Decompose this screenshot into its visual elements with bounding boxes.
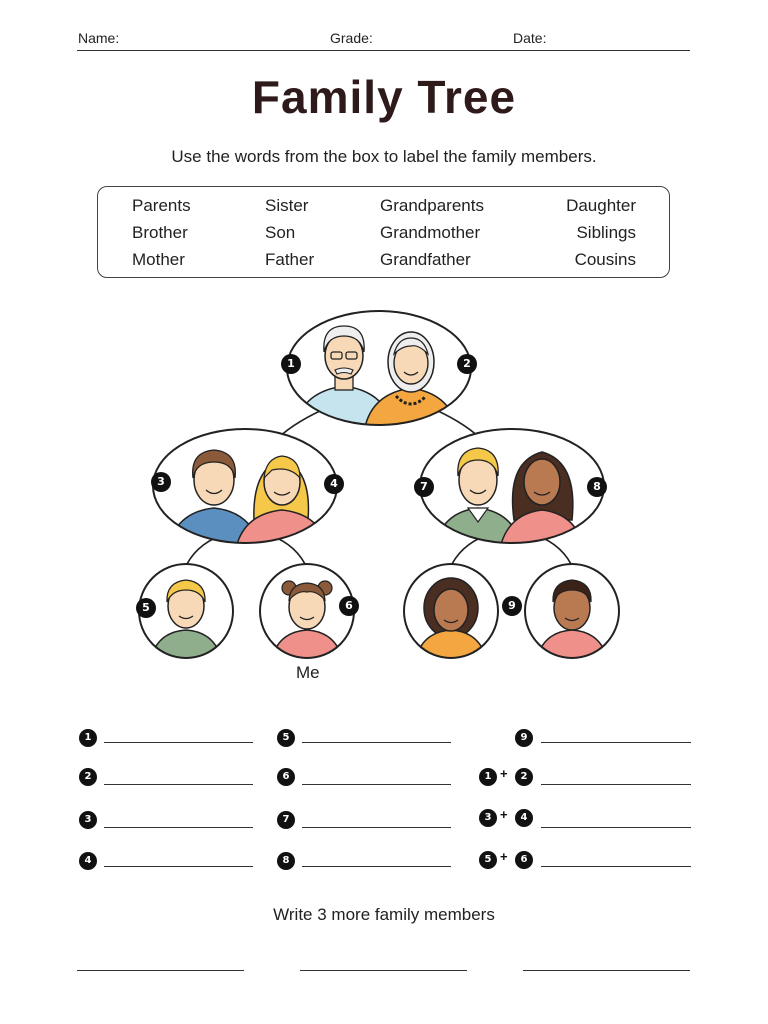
answer-line-3[interactable] [104,827,253,828]
tree-badge-9: 9 [502,596,522,616]
answer-badge-5-pair: 5 [479,851,497,869]
name-label: Name: [78,30,120,46]
answer-line-1[interactable] [104,742,253,743]
answer-line-3-4[interactable] [541,827,691,828]
word-siblings: Siblings [576,223,636,242]
me-label: Me [296,663,320,682]
word-father: Father [265,250,315,269]
date-label: Date: [513,30,547,46]
extra-member-line-2[interactable] [300,970,467,971]
answer-badge-4-pair: 4 [515,809,533,827]
answer-line-8[interactable] [302,866,451,867]
answer-line-4[interactable] [104,866,253,867]
word-daughter: Daughter [566,196,636,215]
word-brother: Brother [132,223,188,242]
answer-badge-9: 9 [515,729,533,747]
tree-badge-6: 6 [339,596,359,616]
header-line[interactable] [77,50,690,51]
answer-badge-2: 2 [79,768,97,786]
parents-right-portrait [420,429,604,548]
grade-label: Grade: [330,30,373,46]
extra-member-line-3[interactable] [523,970,690,971]
answer-badge-1: 1 [79,729,97,747]
answer-line-1-2[interactable] [541,784,691,785]
answer-line-6[interactable] [302,784,451,785]
extra-member-line-1[interactable] [77,970,244,971]
answer-badge-3-pair: 3 [479,809,497,827]
plus-sign-2: + [500,807,508,822]
word-parents: Parents [132,196,191,215]
answer-line-9[interactable] [541,742,691,743]
word-grandmother: Grandmother [380,223,481,242]
tree-badge-7: 7 [414,477,434,497]
tree-badge-5: 5 [136,598,156,618]
word-grandfather: Grandfather [380,250,471,269]
word-grandparents: Grandparents [380,196,484,215]
answer-line-5-6[interactable] [541,866,691,867]
answer-badge-1-pair: 1 [479,768,497,786]
answer-badge-7: 7 [277,811,295,829]
plus-sign-3: + [500,849,508,864]
answer-badge-6-pair: 6 [515,851,533,869]
answer-badge-8: 8 [277,852,295,870]
plus-sign-1: + [500,766,508,781]
answer-badge-3: 3 [79,811,97,829]
answer-badge-6: 6 [277,768,295,786]
bottom-prompt: Write 3 more family members [273,905,495,924]
word-sister: Sister [265,196,309,215]
answer-line-7[interactable] [302,827,451,828]
word-cousins: Cousins [574,250,636,269]
word-mother: Mother [132,250,185,269]
instructions: Use the words from the box to label the family members. [171,147,597,166]
answer-badge-4: 4 [79,852,97,870]
word-son: Son [265,223,296,242]
answer-badge-5: 5 [277,729,295,747]
tree-badge-1: 1 [281,354,301,374]
parents-left-portrait [153,429,337,548]
word-box [97,186,670,278]
tree-badge-4: 4 [324,474,344,494]
answer-line-2[interactable] [104,784,253,785]
answer-badge-2-pair: 2 [515,768,533,786]
tree-badge-2: 2 [457,354,477,374]
family-tree-illustration [0,300,768,665]
tree-badge-8: 8 [587,477,607,497]
answer-line-5[interactable] [302,742,451,743]
tree-badge-3: 3 [151,472,171,492]
page-title: Family Tree [251,71,517,123]
